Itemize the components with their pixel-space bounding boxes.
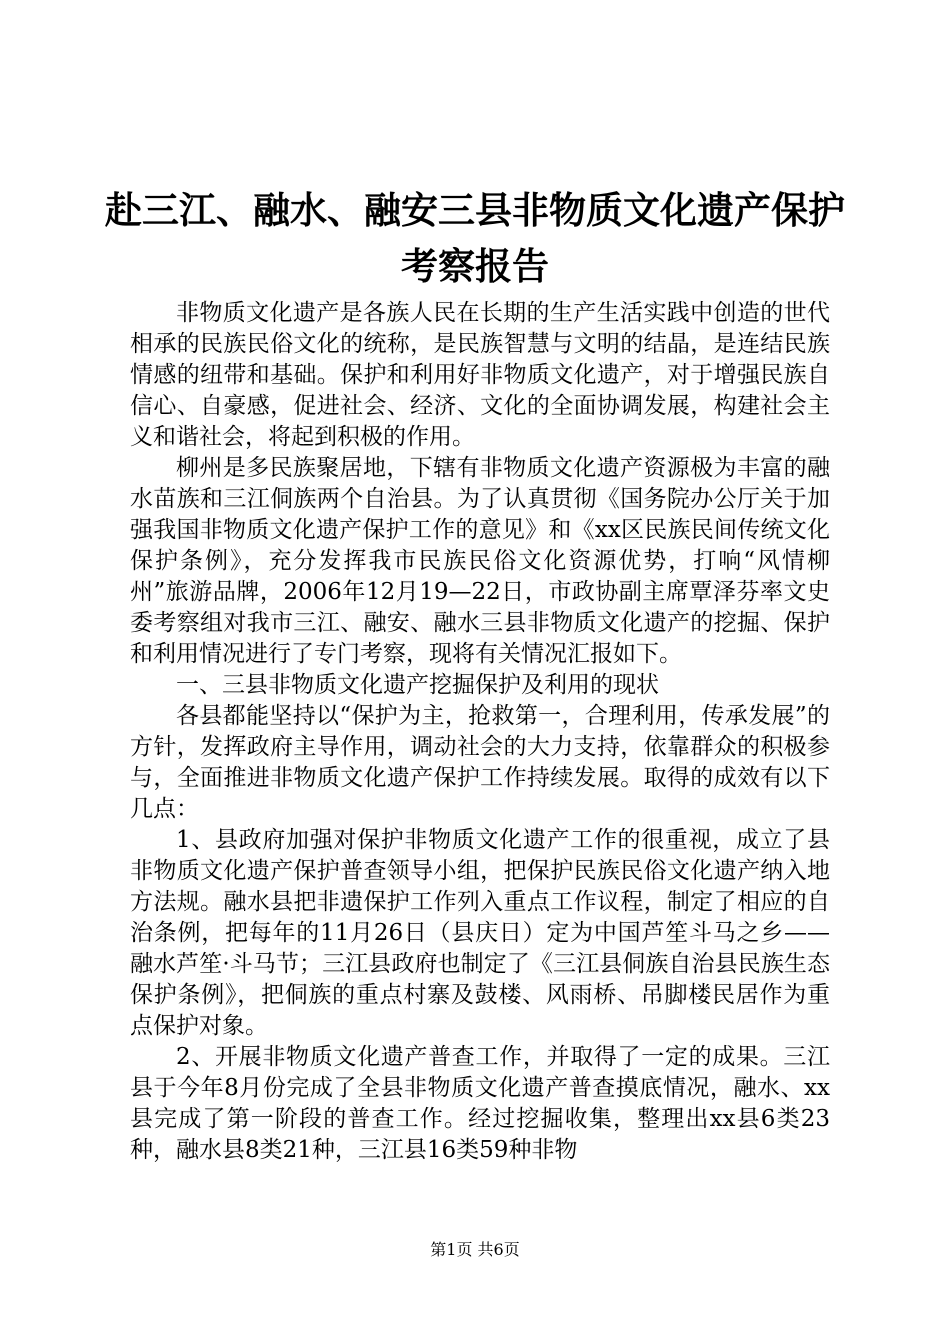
paragraph-intro: 非物质文化遗产是各族人民在长期的生产生活实践中创造的世代相承的民族民俗文化的统称，是民族智慧与文明的结晶，是连结民族情感的纽带和基础。保护和利用好非物质文化遗产，对于增强民族自信心、自豪感，促进社会、经济、文化的全面协调发展，构建社会主义和谐社会，将起到积极的作用。 [130, 300, 830, 450]
section-heading-1: 一、三县非物质文化遗产挖掘保护及利用的现状 [176, 672, 659, 698]
paragraph-point-2: 2、开展非物质文化遗产普查工作，并取得了一定的成果。三江县于今年8月份完成了全县非物质文化遗产普查摸底情况，融水、xx县完成了第一阶段的普查工作。经过挖掘收集，整理出xx县6类23种，融水县8类21种，三江县16类59种非物 [130, 1044, 830, 1163]
document-title-line-1: 赴三江、融水、融安三县非物质文化遗产保护 [105, 189, 845, 232]
page-footer: 第1页 共6页 [430, 1240, 520, 1259]
paragraph-liuzhou: 柳州是多民族聚居地，下辖有非物质文化遗产资源极为丰富的融水苗族和三江侗族两个自治县。为了认真贯彻《国务院办公厅关于加强我国非物质文化遗产保护工作的意见》和《xx区民族民间传统文化保护条例》，充分发挥我市民族民俗文化资源优势，打响“风情柳州”旅游品牌，2006年12月19—22日，市政协副主席覃泽芬率文史委考察组对我市三江、融安、融水三县非物质文化遗产的挖掘、保护和利用情况进行了专门考察，现将有关情况汇报如下。 [130, 455, 830, 667]
document-title-line-2: 考察报告 [401, 245, 549, 288]
paragraph-principles: 各县都能坚持以“保护为主，抢救第一，合理利用，传承发展”的方针，发挥政府主导作用，调动社会的大力支持，依靠群众的积极参与，全面推进非物质文化遗产保护工作持续发展。取得的成效有以下几点： [130, 703, 830, 822]
paragraph-point-1: 1、县政府加强对保护非物质文化遗产工作的很重视，成立了县非物质文化遗产保护普查领导小组，把保护民族民俗文化遗产纳入地方法规。融水县把非遗保护工作列入重点工作议程，制定了相应的自治条例，把每年的11月26日（县庆日）定为中国芦笙斗马之乡——融水芦笙·斗马节；三江县政府也制定了《三江县侗族自治县民族生态保护条例》，把侗族的重点村寨及鼓楼、风雨桥、吊脚楼民居作为重点保护对象。 [130, 827, 830, 1039]
document-body [130, 298, 830, 1166]
